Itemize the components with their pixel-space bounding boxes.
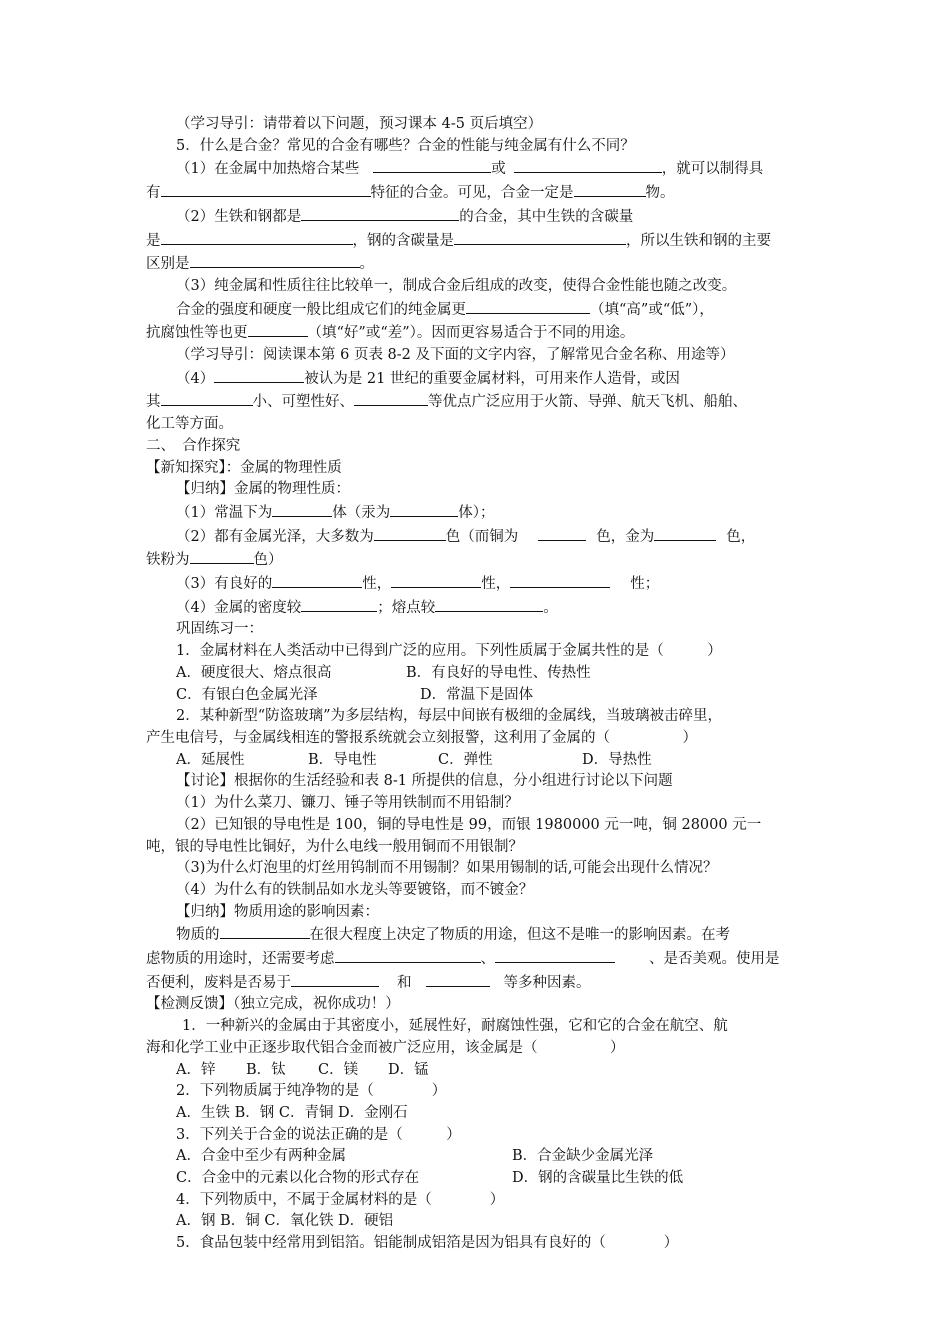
fill-blank[interactable] (291, 971, 379, 987)
line-titanium-1: （4） 被认为是 21 世纪的重要金属材料，可用来作人造骨，或因 (146, 367, 808, 391)
line-iron-3: 区别是 。 (146, 252, 808, 276)
document-body (146, 114, 808, 1255)
feedback-q5: 5．食品包装中经常用到铝箔。铝能制成铝箔是因为铝具有良好的（ ） (176, 1235, 679, 1252)
practice-q1-options-cd: C．有银白色金属光泽 D．常温下是固体 (176, 686, 534, 703)
discussion-q2-line1: （2）已知银的导电性是 100，铜的导电性是 99，而银 1980000 元一吨，铜 28000 元一 (176, 816, 762, 833)
fill-blank[interactable] (354, 390, 428, 406)
practice-q2-line1: 2．某种新型“防盗玻璃”为多层结构，每层中间嵌有极细的金属线，当玻璃被击碎里， (176, 708, 723, 725)
fill-blank[interactable] (373, 157, 491, 173)
line-titanium-3: 化工等方面。 (146, 416, 233, 433)
line-alloy-1: （1）在金属中加热熔合某些 或 ，就可以制得具 (146, 157, 808, 181)
usage-summary-heading: 【归纳】物质用途的影响因素： (176, 903, 379, 920)
usage-line-1: 物质的 在很大程度上决定了物质的用途，但这不是唯一的影响因素。在考 (146, 923, 808, 947)
fill-blank[interactable] (161, 229, 353, 245)
practice-q1-options-ab: A．硬度很大、熔点很高 B．有良好的导电性、传热性 (176, 664, 591, 681)
practice-q2-options: A．延展性 B．导电性 C．弹性 D．导热性 (176, 751, 652, 768)
line-iron-2: 是 ，钢的含碳量是 ，所以生铁和钢的主要 (146, 229, 808, 253)
fill-blank[interactable] (390, 501, 458, 517)
question-5: 5．什么是合金？常见的合金有哪些？合金的性能与纯金属有什么不同？ (176, 137, 635, 154)
line-titanium-2: 其 小、可塑性好、 等优点广泛应用于火箭、导弹、航天飞机、船舶、 (146, 390, 808, 414)
feedback-q3-options-ab: A．合金中至少有两种金属 B．合金缺少金属光泽 (176, 1148, 654, 1165)
line-color-2: 铁粉为 色） (146, 548, 808, 572)
feedback-q1-line2: 海和化学工业中正逐步取代铝合金而被广泛应用，该金属是（ ） (146, 1039, 625, 1056)
fill-blank[interactable] (510, 572, 610, 588)
feedback-q1-line1: 1．一种新兴的金属由于其密度小，延展性好，耐腐蚀性强，它和它的合金在航空、航 (182, 1018, 728, 1035)
feedback-q4: 4．下列物质中，不属于金属材料的是（ ） (176, 1191, 505, 1208)
feedback-heading: 【检测反馈】（独立完成，祝你成功！） (146, 996, 400, 1013)
section-heading-2: 二、 合作探究 (146, 437, 241, 454)
line-color-1: （2）都有金属光泽，大多数为 色（而铜为 色，金为 色， (146, 525, 808, 549)
fill-blank[interactable] (454, 229, 626, 245)
fill-blank[interactable] (466, 298, 590, 314)
line-iron-1: （2）生铁和钢都是 的合金，其中生铁的含碳量 (146, 205, 808, 229)
fill-blank[interactable] (190, 252, 360, 268)
discussion-q3: （3)为什么灯泡里的灯丝用钨制而不用锡制？如果用锡制的话,可能会出现什么情况？ (176, 860, 718, 877)
fill-blank[interactable] (272, 501, 332, 517)
practice-q2-line2: 产生电信号，与金属线相连的警报系统就会立刻报警，这利用了金属的（ ） (146, 729, 697, 746)
usage-line-2: 虑物质的用途时，还需要考虑 、 、是否美观。使用是 (146, 947, 808, 971)
fill-blank[interactable] (190, 548, 254, 564)
subsection-new-knowledge: 【新知探究】：金属的物理性质 (146, 459, 342, 476)
discussion-heading: 【讨论】根据你的生活经验和表 8-1 所提供的信息，分小组进行讨论以下问题 (176, 773, 673, 790)
guide-note-1: （学习导引：请带着以下问题，预习课本 4-5 页后填空） (176, 116, 543, 132)
discussion-q4: （4）为什么有的铁制品如水龙头等要镀铬，而不镀金？ (176, 881, 534, 898)
line-state: （1）常温下为 体（汞为 体）； (146, 501, 808, 525)
fill-blank[interactable] (495, 947, 615, 963)
line-density: （4）金属的密度较 ；熔点较 。 (146, 596, 808, 620)
fill-blank[interactable] (301, 205, 459, 221)
fill-blank[interactable] (574, 181, 646, 197)
fill-blank[interactable] (514, 157, 662, 173)
fill-blank[interactable] (301, 596, 377, 612)
fill-blank[interactable] (538, 525, 586, 541)
fill-blank[interactable] (374, 525, 446, 541)
feedback-q3: 3．下列关于合金的说法正确的是（ ） (176, 1126, 461, 1143)
feedback-q4-options: A．钢 B．铜 C．氧化铁 D．硬铝 (176, 1213, 394, 1230)
fill-blank[interactable] (161, 181, 371, 197)
fill-blank[interactable] (435, 596, 543, 612)
fill-blank[interactable] (391, 572, 481, 588)
line-corrosion: 抗腐蚀性等也更 （填“好”或“差”）。因而更容易适合于不同的用途。 (146, 321, 808, 345)
fill-blank[interactable] (272, 572, 362, 588)
fill-blank[interactable] (220, 923, 310, 939)
usage-line-3: 否便利，废料是否易于 和 等多种因素。 (146, 971, 808, 995)
feedback-q1-options: A．锌 B．钛 C．镁 D．锰 (176, 1061, 429, 1078)
feedback-q2: 2．下列物质属于纯净物的是（ ） (176, 1083, 447, 1100)
fill-blank[interactable] (654, 525, 716, 541)
fill-blank[interactable] (161, 390, 253, 406)
summary-heading: 【归纳】金属的物理性质： (176, 481, 350, 498)
feedback-q2-options: A．生铁 B．钢 C．青铜 D．金刚石 (176, 1104, 408, 1121)
feedback-q3-options-cd: C．合金中的元素以化合物的形式存在 D．钢的含碳量比生铁的低 (176, 1170, 684, 1187)
discussion-q2-line2: 吨，银的导电性比铜好，为什么电线一般用铜而不用银制？ (146, 838, 523, 855)
discussion-q1: （1）为什么菜刀、镰刀、锤子等用铁制而不用铅制？ (176, 795, 519, 812)
line-strength: 合金的强度和硬度一般比组成它们的纯金属更 （填“高”或“低”）， (146, 298, 808, 322)
fill-blank[interactable] (214, 367, 304, 383)
fill-blank[interactable] (248, 321, 308, 337)
practice-heading: 巩固练习一： (176, 621, 263, 638)
fill-blank[interactable] (426, 971, 490, 987)
guide-note-2: （学习导引：阅读课本第 6 页表 8-2 及下面的文字内容，了解常见合金名称、用途等） (176, 347, 735, 364)
line-conductivity: （3）有良好的 性， 性， 性； (146, 572, 808, 596)
line-alloy-2: 有 特征的合金。可见，合金一定是 物。 (146, 181, 808, 205)
fill-blank[interactable] (335, 947, 481, 963)
line-pure-metal: （3）纯金属和性质往往比较单一，制成合金后组成的改变，使得合金性能也随之改变。 (176, 277, 737, 294)
practice-q1: 1．金属材料在人类活动中已得到广泛的应用。下列性质属于金属共性的是（ ） (176, 643, 722, 660)
